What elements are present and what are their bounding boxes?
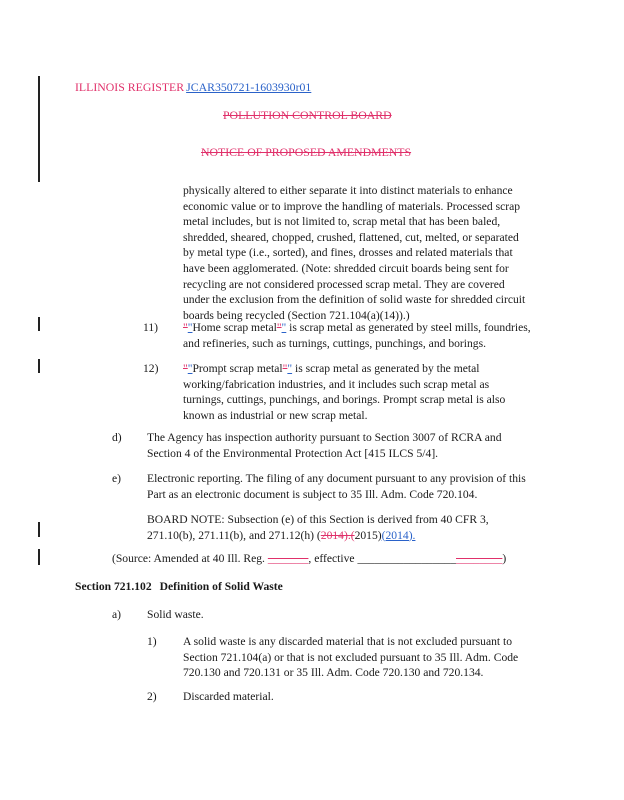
item-11-number: 11) <box>143 321 159 334</box>
text-line: known as industrial or new scrap metal. <box>183 408 368 422</box>
subsection-e-label: e) <box>112 472 122 485</box>
reg-blank: _______ <box>267 552 309 565</box>
text-line <box>147 528 489 544</box>
definition-text: is scrap metal as generated by steel mills, foundries, <box>286 321 531 334</box>
change-bar <box>38 317 40 331</box>
source-line <box>112 551 506 567</box>
subsection-a-text: Solid waste. <box>147 608 204 621</box>
text-line: Section 721.104(a) or that is not excluded pursuant to 35 Ill. Adm. Code <box>183 650 519 664</box>
change-bar <box>38 76 40 182</box>
citation-text: 271.10(b), 271.11(b), and 271.12(h) ( <box>147 528 321 542</box>
inserted-quote: " <box>187 362 193 375</box>
text-line: Part as an electronic document is subject to 35 Ill. Adm. Code 720.104. <box>147 487 478 501</box>
subsection-a-label: a) <box>112 608 122 621</box>
inserted-year: (2014). <box>381 528 416 542</box>
inserted-quote: " <box>187 321 193 334</box>
defined-term: Prompt scrap metal <box>192 362 283 375</box>
text-line: physically altered to either separate it into distinct materials to enhance <box>183 184 513 197</box>
deleted-blank: ________ <box>456 552 503 565</box>
register-header <box>75 80 311 95</box>
text-line: under the exclusion from the definition of solid waste for shredded circuit <box>183 293 526 307</box>
effective-blank: _________________ <box>357 552 456 565</box>
section-number: Section 721.102 <box>75 580 152 593</box>
inserted-quote: " <box>287 362 293 375</box>
text-line: shredded, sheared, chopped, crushed, flattened, cut, melted, or separated <box>183 230 519 244</box>
definition-text: is scrap metal as generated by the metal <box>292 362 480 375</box>
text-line: have been agglomerated. (Note: shredded circuit boards being sent for <box>183 261 509 275</box>
agency-title: POLLUTION CONTROL BOARD <box>223 108 392 122</box>
text-line <box>183 361 505 377</box>
text-line: working/fabrication industries, and it includes such scrap metal as <box>183 377 490 391</box>
item-1-text <box>183 634 518 681</box>
deleted-quote: " <box>276 321 282 334</box>
change-bar <box>38 359 40 373</box>
deleted-year: 2014).( <box>320 528 355 542</box>
item-12-number: 12) <box>143 362 159 375</box>
item-2-number: 2) <box>147 690 157 703</box>
inserted-quote: " <box>281 321 287 334</box>
document-id: JCAR350721-1603930r01 <box>186 80 312 94</box>
deleted-quote: " <box>183 362 188 375</box>
text-line: 720.130 and 720.131 or 35 Ill. Adm. Code 720.130 and 720.134. <box>183 666 484 680</box>
text-line: economic value or to improve the handling of materials. Processed scrap <box>183 199 521 213</box>
effective-text: , effective <box>308 552 358 565</box>
section-title: Definition of Solid Waste <box>159 580 283 593</box>
citation-year: 2015) <box>354 528 382 542</box>
subsection-d-label: d) <box>112 431 122 444</box>
board-note <box>147 512 489 543</box>
text-line: by metal type (i.e., sorted), and fines, drosses and related materials that <box>183 246 513 260</box>
text-line: and refineries, such as turnings, cuttings, punchings, and borings. <box>183 336 486 350</box>
source-text: (Source: Amended at 40 Ill. Reg. <box>112 552 268 565</box>
subsection-d-text <box>147 430 502 461</box>
notice-title: NOTICE OF PROPOSED AMENDMENTS <box>201 145 412 159</box>
defined-term: Home scrap metal <box>192 321 277 334</box>
item-12-text <box>183 361 505 423</box>
item-1-number: 1) <box>147 635 157 648</box>
text-line: turnings, cuttings, punchings, and borings. Prompt scrap metal is also <box>183 393 506 407</box>
change-bar <box>38 549 40 565</box>
subsection-e-text <box>147 471 526 502</box>
text-line: recycling are not considered processed scrap metal. They are covered <box>183 277 505 291</box>
register-title: ILLINOIS REGISTER <box>75 80 185 94</box>
source-close: ) <box>502 552 507 565</box>
text-line <box>183 320 531 336</box>
deleted-quote: " <box>282 362 288 375</box>
text-line: Electronic reporting. The filing of any document pursuant to any provision of this <box>147 472 526 485</box>
section-heading <box>75 579 283 595</box>
change-bar <box>38 522 40 537</box>
processed-scrap-paragraph <box>183 183 525 323</box>
text-line: A solid waste is any discarded material that is not excluded pursuant to <box>183 635 513 648</box>
item-2-text: Discarded material. <box>183 690 274 703</box>
deleted-quote: " <box>183 321 188 334</box>
item-11-text <box>183 320 531 351</box>
text-line: BOARD NOTE: Subsection (e) of this Section is derived from 40 CFR 3, <box>147 513 489 526</box>
text-line: Section 4 of the Environmental Protection Act [415 ILCS 5/4]. <box>147 446 439 460</box>
text-line: boards being recycled (Section 721.104(a)(14)).) <box>183 308 410 322</box>
text-line: metal includes, but is not limited to, scrap metal that has been baled, <box>183 215 501 229</box>
text-line: The Agency has inspection authority pursuant to Section 3007 of RCRA and <box>147 431 502 444</box>
